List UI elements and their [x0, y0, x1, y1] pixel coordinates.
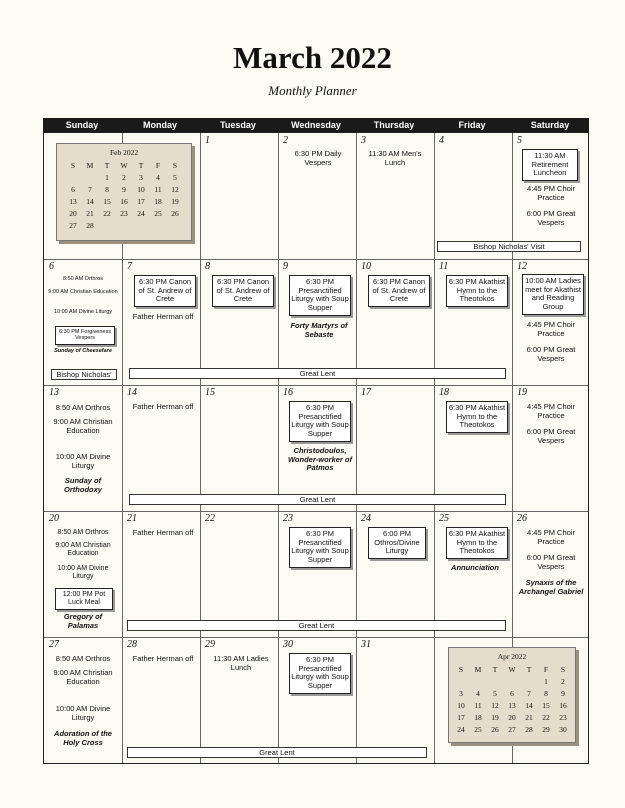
mini-calendar-title: Feb 2022	[109, 148, 139, 157]
mini-day: 14	[525, 700, 533, 710]
mini-day: 14	[86, 196, 94, 206]
event: 10:00 AM Divine Liturgy	[57, 565, 109, 581]
mini-calendar-table	[65, 159, 184, 231]
event-box: 6:30 PM Canon of St. Andrew of Crete	[134, 275, 196, 307]
event: 6:30 PM Daily Vespers	[294, 149, 342, 167]
mini-day: 10	[137, 184, 145, 194]
mini-day: 5	[173, 172, 177, 182]
mini-day: 1	[105, 172, 109, 182]
event-box: 6:30 PM Akathist Hymn to the Theotokos	[446, 401, 508, 433]
day-number: 12	[517, 261, 527, 272]
mini-day: 18	[474, 712, 482, 722]
day-number: 23	[283, 513, 293, 524]
day-number: 28	[127, 639, 137, 650]
mini-day	[99, 219, 116, 231]
mini-day: 25	[154, 208, 162, 218]
day-number: 3	[361, 135, 366, 146]
event-box: 6:30 PM Presanctified Liturgy with Soup Supper	[289, 653, 351, 694]
event-box: 12:00 PM Pot Luck Meal	[55, 588, 113, 610]
mini-day	[133, 219, 150, 231]
event: 8:50 AM Orthros	[55, 403, 111, 412]
mini-day	[82, 171, 99, 183]
event: 10:00 AM Divine Liturgy	[53, 309, 113, 315]
day-number: 31	[361, 639, 371, 650]
mini-day: 26	[491, 724, 499, 734]
mini-day: 16	[120, 196, 128, 206]
grid-line	[44, 637, 588, 638]
day-number: 29	[205, 639, 215, 650]
day-number: 15	[205, 387, 215, 398]
event-bar: Great Lent	[129, 494, 506, 505]
event: Father Herman off	[132, 402, 194, 411]
page-title: March 2022	[233, 40, 392, 75]
mini-day: 18	[154, 196, 162, 206]
day-number: 4	[439, 135, 444, 146]
event: 8:50 AM Orthros	[57, 529, 109, 536]
event: 9:00 AM Christian Education	[53, 417, 113, 435]
mini-day: 4	[156, 172, 160, 182]
event: 4:45 PM Choir Practice	[527, 184, 575, 202]
day-number: 14	[127, 387, 137, 398]
event-box: 11:30 AM Retirement Luncheon	[522, 149, 578, 181]
mini-day: 17	[137, 196, 145, 206]
mini-day: 5	[493, 688, 497, 698]
day-number: 22	[205, 513, 215, 524]
weekday-tuesday: Tuesday	[220, 120, 256, 130]
mini-day	[470, 675, 487, 687]
mini-day: 9	[561, 688, 565, 698]
mini-day: 1	[544, 676, 548, 686]
feast-label: Christodoulos, Wonder-worker of Patmos	[287, 446, 353, 473]
day-number: 11	[439, 261, 449, 272]
event: 4:45 PM Choir Practice	[527, 320, 575, 338]
mini-calendar-title: Apr 2022	[497, 652, 527, 661]
event: 6:00 PM Great Vespers	[526, 209, 576, 227]
mini-day: 9	[122, 184, 126, 194]
mini-day: 7	[527, 688, 531, 698]
mini-day: 10	[457, 700, 465, 710]
mini-head: T	[138, 160, 144, 170]
event-bar: Bishop Nicholas'	[51, 369, 117, 380]
event-box: 6:30 PM Presanctified Liturgy with Soup Supper	[289, 401, 351, 442]
feast-label: Forty Martyrs of Sebaste	[290, 321, 348, 339]
mini-day	[453, 675, 470, 687]
mini-day: 6	[510, 688, 514, 698]
event: 6:00 PM Great Vespers	[526, 553, 576, 571]
mini-day: 7	[88, 184, 92, 194]
weekday-saturday: Saturday	[530, 120, 570, 130]
mini-day: 27	[508, 724, 516, 734]
mini-head: S	[70, 160, 76, 170]
mini-day	[504, 675, 521, 687]
event: 9:00 AM Christian Education	[48, 289, 118, 295]
grid-line	[356, 133, 357, 763]
mini-day: 3	[459, 688, 463, 698]
grid-line	[44, 511, 588, 512]
event-box: 6:30 PM Akathist Hymn to the Theotokos	[446, 275, 508, 307]
feast-label: Annunciation	[451, 563, 499, 572]
mini-day: 11	[474, 700, 482, 710]
mini-day: 20	[508, 712, 516, 722]
mini-day: 13	[508, 700, 516, 710]
mini-day: 24	[137, 208, 145, 218]
mini-day: 20	[69, 208, 77, 218]
mini-day: 8	[544, 688, 548, 698]
calendar-grid	[43, 132, 589, 764]
day-number: 30	[283, 639, 293, 650]
weekday-header	[43, 118, 589, 132]
weekday-monday: Monday	[142, 120, 177, 130]
day-number: 21	[127, 513, 137, 524]
event: 10:00 AM Divine Liturgy	[55, 704, 111, 722]
event: 11:30 AM Ladies Lunch	[213, 654, 269, 672]
mini-head: M	[86, 160, 94, 170]
mini-calendar-table	[453, 663, 572, 735]
event-box: 6:30 PM Canon of St. Andrew of Crete	[212, 275, 274, 307]
day-number: 20	[49, 513, 59, 524]
grid-line	[434, 133, 435, 763]
event-box: 6:30 PM Canon of St. Andrew of Crete	[368, 275, 430, 307]
grid-line	[200, 133, 201, 763]
event-bar: Bishop Nicholas' Visit	[437, 241, 581, 252]
event: 9:00 AM Christian Education	[53, 668, 113, 686]
event: 8:50 AM Orthros	[55, 654, 111, 663]
event-box: 10:00 AM Ladies meet for Akathist and Reading Group	[522, 274, 584, 315]
feast-label: Synaxis of the Archangel Gabriel	[518, 578, 584, 596]
event: Father Herman off	[132, 312, 194, 321]
mini-day: 15	[103, 196, 111, 206]
mini-calendar-feb	[56, 143, 192, 241]
mini-day: 12	[171, 184, 179, 194]
mini-head: T	[492, 664, 498, 674]
mini-day: 13	[69, 196, 77, 206]
day-number: 7	[127, 261, 132, 272]
event-bar: Great Lent	[127, 747, 427, 758]
mini-day	[150, 219, 167, 231]
event-bar: Great Lent	[129, 368, 506, 379]
mini-day	[65, 171, 82, 183]
event-box: 6:30 PM Presanctified Liturgy with Soup Supper	[289, 275, 351, 316]
mini-day: 22	[542, 712, 550, 722]
mini-day: 25	[474, 724, 482, 734]
mini-day: 22	[103, 208, 111, 218]
event: 6:00 PM Great Vespers	[526, 345, 576, 363]
mini-day: 26	[171, 208, 179, 218]
mini-day: 23	[120, 208, 128, 218]
event: 6:00 PM Great Vespers	[526, 427, 576, 445]
mini-day: 19	[491, 712, 499, 722]
event: 10:00 AM Divine Liturgy	[55, 452, 111, 470]
day-number: 6	[49, 261, 54, 272]
day-number: 17	[361, 387, 371, 398]
mini-day	[116, 219, 133, 231]
event: 9:00 AM Christian Education	[55, 542, 111, 558]
mini-day: 21	[86, 208, 94, 218]
mini-day	[521, 675, 538, 687]
day-number: 13	[49, 387, 59, 398]
weekday-thursday: Thursday	[373, 120, 415, 130]
mini-head: S	[172, 160, 178, 170]
day-number: 9	[283, 261, 288, 272]
mini-day: 4	[476, 688, 480, 698]
weekday-wednesday: Wednesday	[291, 120, 341, 130]
event: 4:45 PM Choir Practice	[527, 402, 575, 420]
feast-label: Gregory of Palamas	[63, 612, 103, 630]
mini-day: 21	[525, 712, 533, 722]
mini-head: W	[120, 160, 128, 170]
mini-day: 3	[139, 172, 143, 182]
mini-day: 28	[86, 220, 94, 230]
day-number: 8	[205, 261, 210, 272]
mini-day: 19	[171, 196, 179, 206]
page-subtitle: Monthly Planner	[268, 83, 357, 98]
day-number: 18	[439, 387, 449, 398]
feast-label: Sunday of Orthodoxy	[64, 476, 102, 494]
event: 11:30 AM Men's Lunch	[368, 149, 422, 167]
weekday-friday: Friday	[458, 120, 486, 130]
mini-day: 2	[122, 172, 126, 182]
mini-day: 29	[542, 724, 550, 734]
mini-day: 30	[559, 724, 567, 734]
day-number: 16	[283, 387, 293, 398]
mini-calendar-apr	[448, 647, 576, 743]
event-bar: Great Lent	[127, 620, 506, 631]
event: 8:50 AM Orthros	[62, 276, 104, 282]
event-box: 6:30 PM Akathist Hymn to the Theotokos	[446, 527, 508, 559]
grid-line	[44, 259, 588, 260]
grid-line	[44, 385, 588, 386]
mini-day	[167, 219, 184, 231]
day-number: 19	[517, 387, 527, 398]
mini-day: 24	[457, 724, 465, 734]
event: 4:45 PM Choir Practice	[527, 528, 575, 546]
mini-head: T	[526, 664, 532, 674]
mini-head: F	[155, 160, 161, 170]
mini-head: M	[474, 664, 482, 674]
mini-day: 28	[525, 724, 533, 734]
mini-day: 8	[105, 184, 109, 194]
mini-day: 23	[559, 712, 567, 722]
mini-head: W	[508, 664, 516, 674]
event-box: 6:00 PM Othros/Divine Liturgy	[368, 527, 426, 559]
mini-day: 12	[491, 700, 499, 710]
mini-day: 16	[559, 700, 567, 710]
mini-day: 6	[71, 184, 75, 194]
feast-label: Adoration of the Holy Cross	[54, 729, 112, 747]
event: Father Herman off	[132, 528, 194, 537]
day-number: 27	[49, 639, 59, 650]
event-box: 6:30 PM Forgiveness Vespers	[55, 326, 115, 345]
mini-day	[487, 675, 504, 687]
weekday-sunday: Sunday	[65, 120, 99, 130]
day-number: 26	[517, 513, 527, 524]
mini-head: S	[458, 664, 464, 674]
day-number: 25	[439, 513, 449, 524]
mini-day: 27	[69, 220, 77, 230]
day-number: 10	[361, 261, 371, 272]
feast-label: Sunday of Cheesefare	[54, 348, 112, 354]
event: Father Herman off	[132, 654, 194, 663]
event-box: 6:30 PM Presanctified Liturgy with Soup Supper	[289, 527, 351, 568]
grid-line	[278, 133, 279, 763]
day-number: 5	[517, 135, 522, 146]
mini-day: 17	[457, 712, 465, 722]
mini-head: F	[543, 664, 549, 674]
day-number: 2	[283, 135, 288, 146]
mini-head: S	[560, 664, 566, 674]
mini-day: 15	[542, 700, 550, 710]
mini-day: 2	[561, 676, 565, 686]
mini-head: T	[104, 160, 110, 170]
mini-day: 11	[154, 184, 162, 194]
day-number: 1	[205, 135, 210, 146]
day-number: 24	[361, 513, 371, 524]
